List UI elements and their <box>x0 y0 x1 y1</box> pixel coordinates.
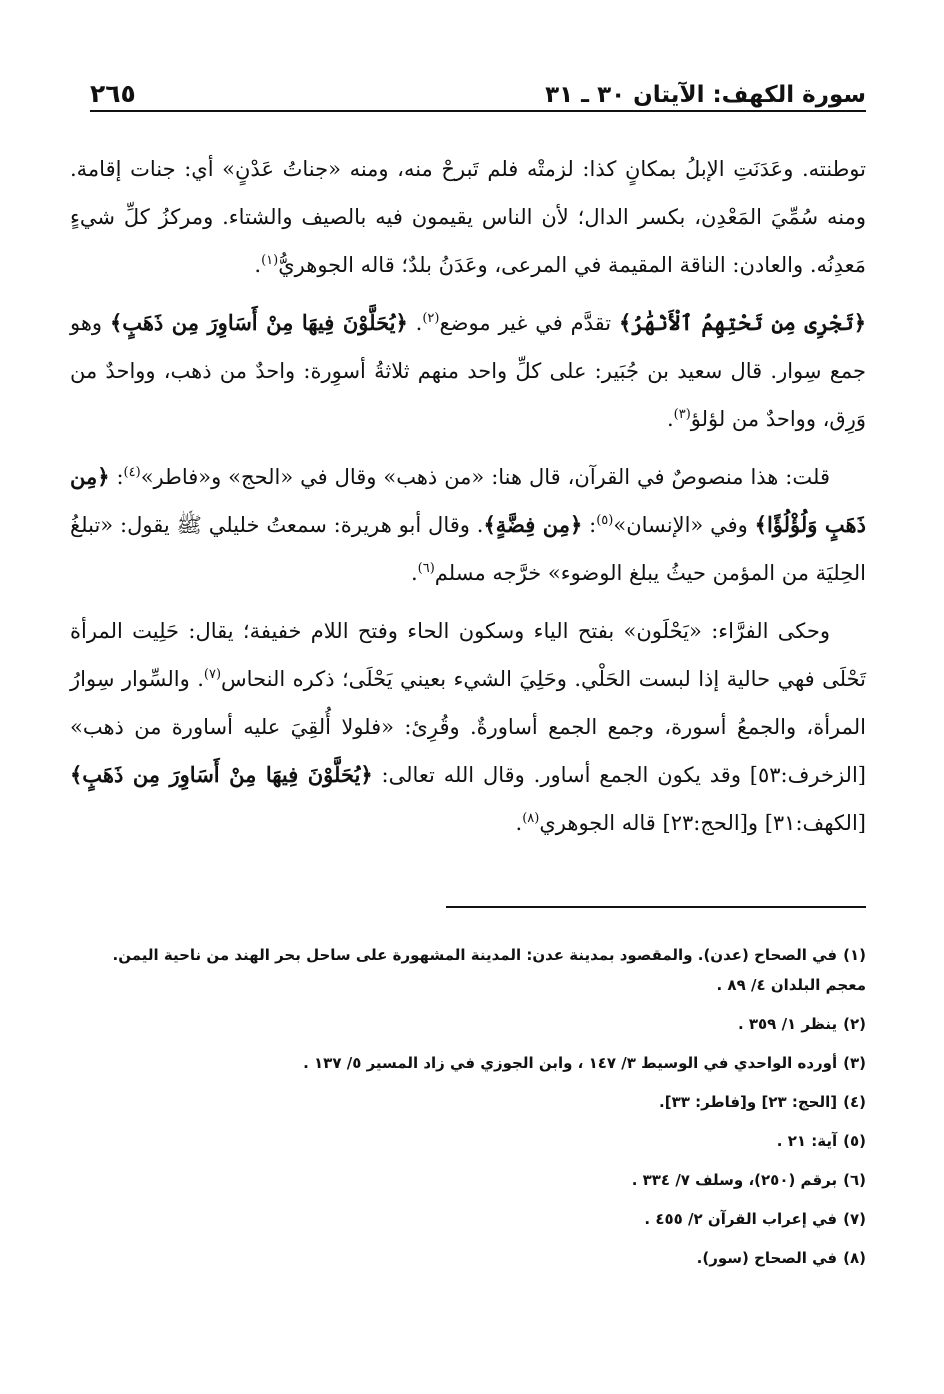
footnote-reference: (٤) <box>123 465 141 480</box>
quran-quote: ﴿يُحَلَّوْنَ فِيهَا مِنْ أَسَاوِرَ مِن ذَهَبٍ﴾ <box>70 762 373 787</box>
footnote-divider <box>446 906 866 908</box>
paragraph-text: . <box>515 811 523 835</box>
paragraph-text: . <box>407 311 423 335</box>
paragraph-text: وهو جمع سِوار. قال سعيد بن جُبَير: على كلِّ واحد منهم ثلاثةُ أسوِرة: واحدٌ من ذهب، وواحدٌ من وَرِق، وواحدٌ من لؤلؤ <box>70 311 866 431</box>
paragraph-text: توطنته. وعَدَنَتِ الإبلُ بمكانٍ كذا: لزمتْه فلم تَبرحْ منه، ومنه «جناتُ عَدْنٍ» أي: جنات إقامة. ومنه سُمِّيَ المَعْدِن، بكسر الدال؛ لأن الناس يقيمون فيه بالصيف والشتاء. ومركزُ كلِّ شيءٍ مَعدِنُه. والعادن: الناقة المقيمة في المرعى، وعَدَنُ بلدٌ؛ قاله الجوهريُّ <box>70 157 866 277</box>
paragraph-text: : <box>109 465 124 489</box>
footnote-number: (٨) <box>843 1249 866 1267</box>
footnote-reference: (٦) <box>417 561 435 576</box>
footnote-number: (٢) <box>843 1015 866 1033</box>
quran-quote: ﴿تَجْرِى مِن تَحْتِهِمُ ٱلْأَنْهَٰرُ﴾ <box>619 310 866 335</box>
footnote <box>70 1009 866 1039</box>
paragraph-text: وحكى الفرَّاء: «يَحْلَون» بفتح الياء وسكون الحاء وفتح اللام خفيفة؛ يقال: حَلِيت المرأة تَحْلَى فهي حالية إذا لبست الحَلْي. وحَلِيَ الشيء بعيني يَحْلَى؛ ذكره النحاس <box>70 619 866 691</box>
footnote <box>70 1087 866 1117</box>
paragraph-text: . وقال أبو هريرة: سمعتُ خليلي ﷺ يقول: «تبلغُ الحِليَة من المؤمن حيثُ يبلغ الوضوء» خرَّجه مسلم <box>70 513 866 585</box>
footnote <box>70 1126 866 1156</box>
paragraph-text: . <box>666 407 674 431</box>
paragraph-text: . <box>254 253 262 277</box>
header-divider <box>90 110 866 112</box>
footnote-text: في الصحاح (سور). <box>696 1249 838 1267</box>
paragraph-text: : <box>582 513 597 537</box>
footnote <box>70 940 866 1000</box>
footnote-number: (٣) <box>843 1054 866 1072</box>
footnote-number: (١) <box>843 946 866 964</box>
footnote <box>70 1243 866 1273</box>
footnote-text: ينظر ١/ ٣٥٩ . <box>737 1015 838 1033</box>
paragraph-text: وفي «الإنسان» <box>613 513 755 537</box>
footnote-number: (٦) <box>843 1171 866 1189</box>
footnote-reference: (٥) <box>596 513 614 528</box>
quran-quote: ﴿يُحَلَّوْنَ فِيهَا مِنْ أَسَاوِرَ مِن ذَهَبٍ﴾ <box>109 310 408 335</box>
paragraph <box>70 145 866 289</box>
main-text <box>70 145 866 857</box>
paragraph <box>70 607 866 847</box>
footnote-reference: (٣) <box>673 407 691 422</box>
footnote-reference: (٧) <box>203 667 222 682</box>
footnote <box>70 1165 866 1195</box>
footnote-reference: (٨) <box>522 811 540 826</box>
footnote <box>70 1204 866 1234</box>
paragraph-text: تقدَّم في غير موضع <box>439 311 619 335</box>
footnote-text: آية: ٢١ . <box>776 1132 838 1150</box>
paragraph-text: [الكهف:٣١] و[الحج:٢٣] قاله الجوهري <box>539 811 866 835</box>
footnote-text: برقم (٢٥٠)، وسلف ٧/ ٣٣٤ . <box>631 1171 838 1189</box>
footnote-text: في إعراب القرآن ٢/ ٤٥٥ . <box>644 1210 838 1228</box>
paragraph-text: قلت: هذا منصوصٌ في القرآن، قال هنا: «من ذهب» وقال في «الحج» و«فاطر» <box>140 465 830 489</box>
footnote-reference: (٢) <box>422 311 440 326</box>
footnote-number: (٥) <box>843 1132 866 1150</box>
footnote-text: في الصحاح (عدن). والمقصود بمدينة عدن: المدينة المشهورة على ساحل بحر الهند من ناحية اليمن. معجم البلدان ٤/ ٨٩ . <box>112 946 866 994</box>
quran-quote: ﴿مِن فِضَّةٍ﴾ <box>483 512 583 537</box>
footnote-text: [الحج: ٢٣] و[فاطر: ٣٣]. <box>659 1093 838 1111</box>
running-title: سورة الكهف: الآيتان ٣٠ ـ ٣١ <box>545 82 866 108</box>
footnote <box>70 1048 866 1078</box>
paragraph <box>70 299 866 443</box>
page-header <box>90 70 866 108</box>
footnote-reference: (١) <box>261 253 279 268</box>
paragraph <box>70 453 866 597</box>
footnote-number: (٧) <box>843 1210 866 1228</box>
paragraph-text: . والسِّوار سِوارُ المرأة، والجمعُ أسورة، وجمع الجمع أساورةٌ. وقُرِئ: «فلولا أُلقِيَ عليه أساورة من ذهب» [الزخرف:٥٣] وقد يكون الجمع أساور. وقال الله تعالى: <box>70 667 866 787</box>
footnote-text: أورده الواحدي في الوسيط ٣/ ١٤٧ ، وابن الجوزي في زاد المسير ٥/ ١٣٧ . <box>303 1054 838 1072</box>
footnote-number: (٤) <box>843 1093 866 1111</box>
paragraph-text: . <box>410 561 418 585</box>
quran-quote: ﴿مِن ذَهَبٍ وَلُؤْلُؤًا﴾ <box>70 464 866 537</box>
page-number: ٢٦٥ <box>90 79 136 108</box>
footnotes <box>70 940 866 1282</box>
